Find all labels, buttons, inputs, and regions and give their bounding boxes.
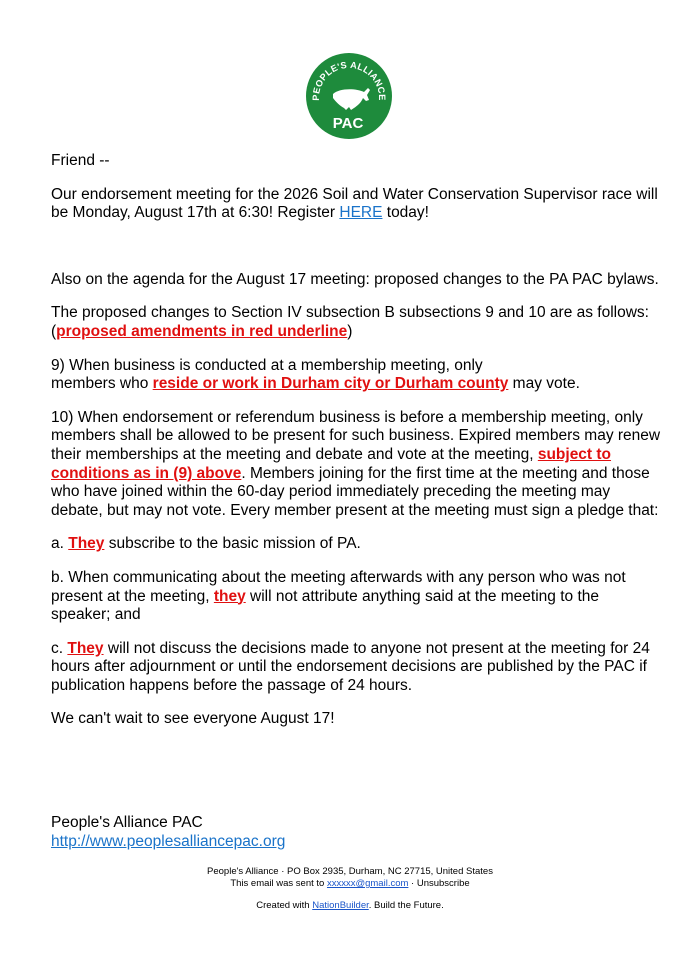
footer-address: People's Alliance · PO Box 2935, Durham, NC 27715, United States	[207, 866, 493, 877]
signature-name: People's Alliance PAC	[51, 814, 203, 831]
pledge-b-text: b. When communicating about the meeting afterwards with any person who was not present at the meeting,	[51, 568, 626, 605]
peoples-alliance-logo	[306, 53, 392, 139]
section-10-tail: . Members joining for the first time at the meeting and those who have joined within the 60-day period immediately preceding the meeting may debate, but may not vote. Every member present at the meeting must sign a pledge that:	[51, 464, 659, 519]
paragraph-section-9	[51, 357, 661, 394]
pledge-c-prefix: c.	[51, 639, 68, 657]
pledge-b-tail: will not attribute anything said at the meeting to the speaker; and	[51, 587, 600, 624]
closing-line: We can't wait to see everyone August 17!	[51, 710, 335, 728]
logo-arc-text: PEOPLE'S ALLIANCE	[310, 59, 388, 101]
register-link[interactable]: HERE	[339, 204, 383, 222]
pledge-a-prefix: a.	[51, 535, 69, 553]
proposed-changes-text: The proposed changes to Section IV subsection B subsections 9 and 10 are as follows: (	[51, 304, 649, 340]
footer-created-with	[0, 900, 700, 912]
pledge-item-b	[51, 569, 661, 625]
footer-created-suffix: . Build the Future.	[368, 900, 444, 911]
amendment-highlight: proposed amendments in red underline	[56, 322, 348, 340]
paragraph-meeting-tail: today!	[382, 204, 429, 222]
section-9-text: members who	[51, 375, 153, 393]
paragraph-meeting	[51, 186, 661, 223]
website-link[interactable]: http://www.peoplesalliancepac.org	[51, 833, 286, 850]
footer-sent-prefix: This email was sent to	[230, 878, 327, 889]
greeting: Friend --	[51, 152, 110, 169]
signature-block	[51, 813, 285, 851]
section-9-tail: may vote.	[508, 375, 580, 393]
section-9-line-1: 9) When business is conducted at a membership meeting, only	[51, 356, 483, 374]
amendment-highlight: They	[67, 639, 104, 657]
pledge-item-c	[51, 640, 661, 696]
paragraph-meeting-text: Our endorsement meeting for the 2026 Soil and Water Conservation Supervisor race will be Monday, August 17th at 6:30! Register	[51, 185, 658, 222]
amendment-highlight: they	[213, 587, 246, 605]
section-10-text: 10) When endorsement or referendum business is before a membership meeting, only members shall be allowed to be present for such business. Expired members may renew their memberships at the meeting and debate and vote at the meeting,	[51, 408, 661, 463]
email-footer	[0, 866, 700, 912]
paragraph-section-10	[51, 409, 661, 521]
email-body	[51, 152, 661, 744]
pledge-c-text: will not discuss the decisions made to anyone not present at the meeting for 24 hours after adjournment or until the endorsement decisions are published by the PAC if publication happens before the passage of 24 hours.	[51, 639, 650, 694]
amendment-highlight: reside or work in Durham city or Durham county	[152, 375, 509, 393]
amendment-highlight: They	[68, 535, 105, 553]
recipient-email-link[interactable]: xxxxxx@gmail.com	[326, 878, 409, 889]
amendment-highlight: subject to conditions as in (9) above	[51, 445, 612, 482]
unsubscribe-link[interactable]: · Unsubscribe	[408, 878, 470, 889]
pledge-item-a	[51, 535, 661, 554]
paragraph-proposed-changes	[51, 304, 661, 341]
proposed-changes-tail: )	[347, 322, 353, 340]
paragraph-agenda: Also on the agenda for the August 17 meeting: proposed changes to the PA PAC bylaws.	[51, 270, 659, 288]
nationbuilder-link[interactable]: NationBuilder	[312, 900, 369, 911]
footer-created-prefix: Created with	[256, 900, 313, 911]
footer-sent-to	[0, 878, 700, 890]
pledge-a-text: subscribe to the basic mission of PA.	[104, 535, 361, 553]
logo-initials: PAC	[332, 115, 364, 132]
